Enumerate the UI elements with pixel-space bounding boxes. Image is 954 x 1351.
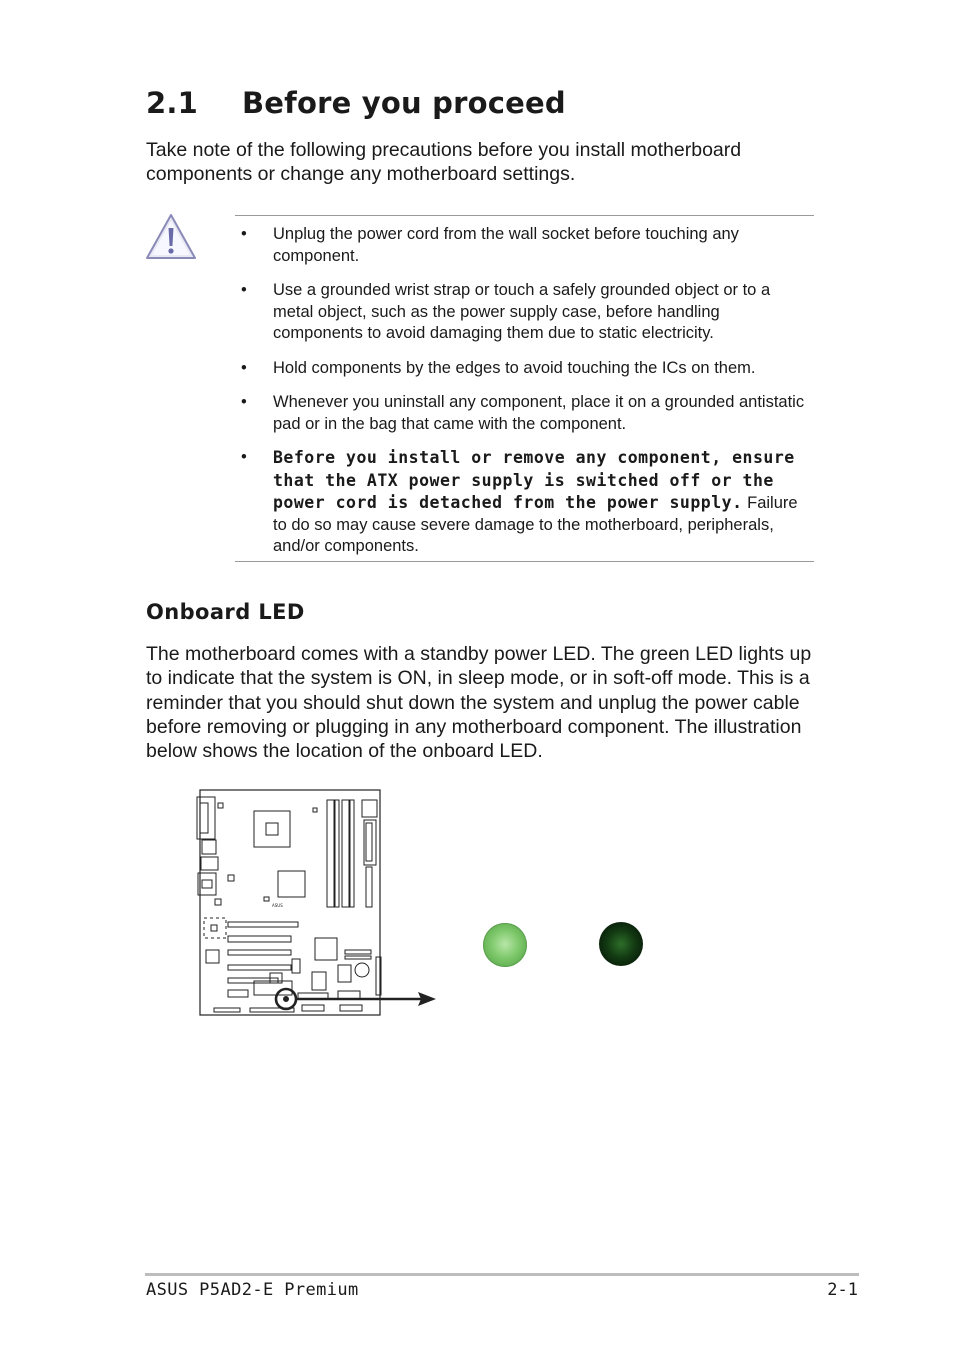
bullet: • [241,393,247,411]
section-heading: Before you proceed [242,86,566,120]
bullet: • [241,448,247,466]
section-title [146,86,566,120]
caution-item [235,392,814,435]
caution-item [235,224,814,267]
caution-text: Unplug the power cord from the wall socket before touching any component. [273,225,739,265]
caution-text: Whenever you uninstall any component, place it on a grounded antistatic pad or in the bag that came with the component. [273,393,805,433]
caution-text: Failure to do so may cause severe damage to the motherboard, peripherals, and/or components. [273,494,798,555]
caution-item [235,447,814,558]
bullet: • [241,281,247,299]
section-number: 2.1 [146,86,198,120]
caution-emphasis: Before you install or remove any component, ensure that the ATX power supply is switched off or the power cord is detached from the power supply. [273,448,795,512]
led-on-indicator [483,923,527,967]
bullet: • [241,225,247,243]
intro-paragraph: Take note of the following precautions before you install motherboard components or change any motherboard settings. [146,139,742,185]
caution-item [235,358,814,380]
bullet: • [241,359,247,377]
onboard-led-paragraph: The motherboard comes with a standby power LED. The green LED lights up to indicate that the system is ON, in sleep mode, or in soft-off mode. This is a reminder that you should shut down the system and unplug the power cable before removing or plugging in any motherboard component. The illustration below shows the location of the onboard LED. [146,643,812,763]
onboard-led-title: Onboard LED [146,600,305,624]
footer-product-name: ASUS P5AD2-E Premium [146,1280,359,1300]
footer-page-number: 2-1 [827,1280,858,1300]
footer-divider [145,1273,859,1276]
led-off-indicator [599,922,643,966]
caution-text: Use a grounded wrist strap or touch a safely grounded object or to a metal object, such as the power supply case, before handling components to avoid damaging them due to static electricity. [273,281,771,342]
caution-item [235,280,814,345]
caution-text: Hold components by the edges to avoid touching the ICs on them. [273,359,756,377]
caution-box [235,215,814,562]
svg-text:ASUS: ASUS [272,903,283,908]
warning-triangle-icon [144,212,198,262]
motherboard-diagram [190,785,450,1020]
